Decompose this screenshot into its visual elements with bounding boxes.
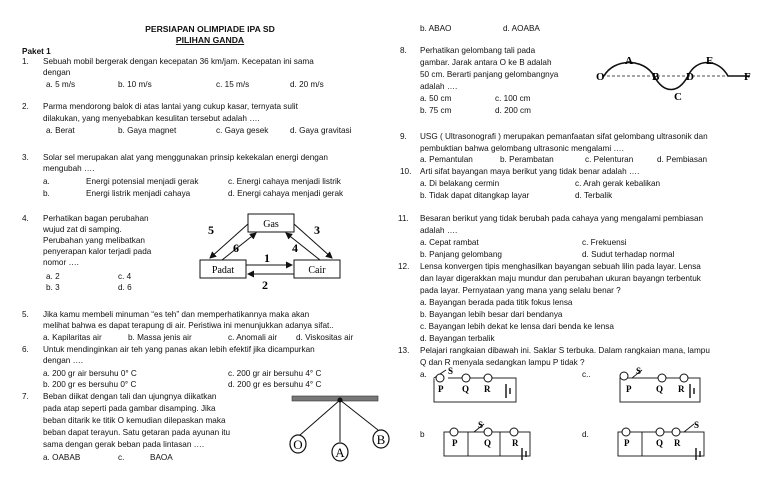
question-number: 9.: [400, 132, 407, 141]
lamp-q: [462, 374, 470, 382]
label-d: D: [686, 71, 694, 83]
option-a: a. Cepat rambat: [420, 238, 479, 247]
option-a: a. Pemantulan: [420, 155, 473, 164]
ceiling: [292, 396, 378, 401]
option-b: b. Massa jenis air: [128, 333, 192, 342]
option-a: a. Di belakang cermin: [420, 179, 500, 188]
number-5: 5: [208, 223, 214, 237]
question-text: dilakukan, yang menyebabkan kesulitan tersebut adalah ….: [43, 114, 260, 123]
label-a: A: [625, 55, 633, 67]
question-text: Arti sifat bayangan maya berikut yang tidak benar adalah ….: [420, 167, 640, 176]
option-c: c. Gaya gesek: [216, 126, 269, 135]
option-a: a. 5 m/s: [46, 80, 76, 89]
option-c-letter: c.: [118, 453, 125, 462]
option-b: b. Panjang gelombang: [420, 250, 502, 259]
question-text: beban ditarik ke titik O kemudian dilepaskan maka: [43, 416, 226, 425]
option-c: c. Bayangan lebih dekat ke lensa dari benda ke lensa: [420, 322, 614, 331]
question-text: USG ( Ultrasonografi ) merupakan pemanfaatan sifat gelombang ultrasonik dan: [420, 132, 708, 141]
number-3: 3: [314, 223, 320, 237]
label-r: R: [678, 384, 685, 394]
option-c: c. Energi cahaya menjadi listrik: [228, 177, 341, 186]
question-text: Besaran berikut yang tidak berubah pada cahaya yang mengalami pembiasan: [420, 214, 704, 223]
option-c: c. 4: [118, 272, 132, 281]
option-c: c..: [582, 370, 591, 379]
question-number: 4.: [22, 214, 29, 223]
number-6: 6: [233, 241, 239, 255]
question-text: 50 cm. Berarti panjang gelombangnya: [420, 70, 559, 79]
phase-change-diagram: [196, 208, 356, 298]
option-c: c. 200 gr air bersuhu 4° C: [228, 369, 322, 378]
circuit-d: [612, 420, 712, 462]
question-text: Parma mendorong balok di atas lantai yang cukup kasar, ternyata sulit: [43, 102, 298, 111]
circuit-c: [606, 366, 706, 406]
question-text: Untuk mendinginkan air teh yang panas akan lebih efektif jika dicampurkan: [43, 345, 315, 354]
question-text: Lensa konvergen tipis menghasilkan bayangan sebuah lilin pada layar. Lensa: [420, 262, 701, 271]
question-text: dengan ….: [43, 356, 84, 365]
cair-label: Cair: [308, 265, 326, 276]
option-d: d. 20 m/s: [290, 80, 324, 89]
question-text: adalah ….: [420, 226, 458, 235]
option-b: b. Gaya magnet: [118, 126, 177, 135]
paket-label: Paket 1: [22, 47, 51, 56]
option-d: d. Bayangan terbalik: [420, 334, 495, 343]
option-c: c. 15 m/s: [216, 80, 250, 89]
option-b: b. Tidak dapat ditangkap layar: [420, 191, 530, 200]
option-d: d. Gaya gravitasi: [290, 126, 352, 135]
circuit-a: [428, 366, 528, 406]
option-d: d. AOABA: [503, 24, 540, 33]
option-c: BAOA: [150, 453, 173, 462]
question-text: Beban diikat dengan tali dan ujungnya diikatkan: [43, 392, 217, 401]
string-o: [300, 400, 340, 435]
option-c: c. Pelenturan: [585, 155, 634, 164]
option-a: a. 50 cm: [420, 94, 452, 103]
page-title: PERSIAPAN OLIMPIADE IPA SD: [145, 24, 275, 34]
wave-diagram: [592, 52, 760, 106]
option-b: b. Bayangan lebih besar dari bendanya: [420, 310, 563, 319]
option-b: b. 3: [46, 283, 60, 292]
question-text: mengubah ….: [43, 164, 95, 173]
lamp-p: [436, 374, 444, 382]
label-f: F: [744, 71, 751, 83]
label-a: A: [335, 445, 345, 460]
label-p: P: [624, 438, 630, 448]
label-q: Q: [656, 438, 664, 448]
question-text: pada layar. Pernyataan yang mana yang selalu benar ?: [420, 286, 621, 295]
question-text: Sebuah mobil bergerak dengan kecepatan 36 km/jam. Kecepatan ini sama: [43, 57, 314, 66]
lamp-r: [510, 428, 518, 436]
option-b: b. ABAO: [420, 24, 452, 33]
option-b: Energi listrik menjadi cahaya: [86, 189, 191, 198]
question-text: Pelajari rangkaian dibawah ini. Saklar S terbuka. Dalam rangkaian mana, lampu: [420, 346, 710, 355]
label-s: S: [478, 420, 484, 430]
option-d: d. Energi cahaya menjadi gerak: [228, 189, 344, 198]
question-text: dengan: [43, 68, 71, 77]
question-number: 10.: [400, 167, 412, 176]
label-p: P: [438, 384, 444, 394]
option-c: c. Arah gerak kebalikan: [575, 179, 661, 188]
question-number: 2.: [22, 102, 29, 111]
label-b: B: [376, 432, 386, 447]
padat-label: Padat: [211, 265, 235, 276]
option-c: c. 100 cm: [495, 94, 531, 103]
question-text: pembuktian bahwa gelombang ultrasonic mengalami ….: [420, 144, 624, 153]
label-p: P: [626, 384, 632, 394]
label-r: R: [484, 384, 491, 394]
option-d: d. 6: [118, 283, 132, 292]
question-text: adalah ….: [420, 82, 458, 91]
label-s: S: [448, 366, 454, 376]
option-d: d. Pembiasan: [657, 155, 708, 164]
question-text: Q dan R menyala sedangkan lampu P tidak ?: [420, 358, 585, 367]
label-o: O: [596, 71, 605, 83]
label-e: E: [706, 55, 714, 67]
option-d: d.: [582, 430, 589, 439]
question-number: 8.: [400, 46, 407, 55]
question-text: dan layar digerakkan maju mundur dan perubahan ukuran bayangn terbentuk: [420, 274, 701, 283]
question-text: Perhatikan gelombang tali pada: [420, 46, 536, 55]
label-q: Q: [484, 438, 492, 448]
option-d: d. 200 gr es bersuhu 4° C: [228, 380, 322, 389]
label-r: R: [674, 438, 681, 448]
lamp-q: [658, 374, 666, 382]
question-number: 5.: [22, 310, 29, 319]
label-p: P: [452, 438, 458, 448]
option-a: a. OABAB: [43, 453, 81, 462]
arrow-6: [222, 233, 256, 260]
question-number: 7.: [22, 392, 29, 401]
option-b: b. 200 gr es bersuhu 0° C: [43, 380, 137, 389]
option-b: b. 75 cm: [420, 106, 452, 115]
label-c: C: [674, 91, 682, 103]
arrow-5: [210, 224, 248, 258]
lamp-p: [450, 428, 458, 436]
option-a: a. 200 gr air bersuhu 0° C: [43, 369, 137, 378]
number-4: 4: [292, 241, 298, 255]
string-b: [340, 400, 378, 430]
label-s: S: [636, 366, 642, 376]
question-text: nomor ….: [43, 258, 79, 267]
question-text: Jika kamu membeli minuman “es teh” dan memperhatikannya maka akan: [43, 310, 310, 319]
question-number: 13.: [398, 346, 410, 355]
label-b: B: [652, 71, 660, 83]
question-number: 1.: [22, 57, 29, 66]
option-a-letter: a.: [43, 177, 50, 186]
question-text: wujud zat di samping.: [43, 225, 122, 234]
option-d: d. 200 cm: [495, 106, 531, 115]
page-subtitle: PILIHAN GANDA: [175, 35, 245, 45]
lamp-r: [484, 374, 492, 382]
option-d: d. Terbalik: [575, 191, 613, 200]
circuit-b: [438, 420, 538, 462]
question-number: 3.: [22, 153, 29, 162]
question-text: Perhatikan bagan perubahan: [43, 214, 149, 223]
option-d: d. Viskositas air: [296, 333, 354, 342]
option-a: a. Kapilaritas air: [43, 333, 102, 342]
question-number: 6.: [22, 345, 29, 354]
label-s: S: [694, 420, 700, 430]
arrow-3: [294, 224, 332, 258]
option-a: a. 2: [46, 272, 60, 281]
question-number: 12.: [398, 262, 410, 271]
lamp-p: [620, 372, 628, 380]
option-b: b. Perambatan: [500, 155, 554, 164]
lamp-r: [680, 374, 688, 382]
option-a: a.: [420, 370, 427, 379]
option-c: c. Anomali air: [228, 333, 278, 342]
question-text: sama dengan gerak beban pada lintasan ….: [43, 440, 205, 449]
option-a: a. Berat: [46, 126, 75, 135]
label-q: Q: [462, 384, 470, 394]
option-c: c. Frekuensi: [582, 238, 627, 247]
number-1: 1: [264, 251, 270, 265]
question-text: Perubahan yang melibatkan: [43, 236, 145, 245]
pendulum-diagram: [268, 392, 398, 470]
switch-s: [684, 424, 694, 432]
label-q: Q: [656, 384, 664, 394]
lamp-p: [622, 428, 630, 436]
gas-label: Gas: [263, 219, 279, 230]
lamp-q: [484, 428, 492, 436]
option-a: a. Bayangan berada pada titik fokus lensa: [420, 298, 573, 307]
number-2: 2: [262, 278, 268, 292]
question-text: pada atap seperti pada gambar disamping. Jika: [43, 404, 216, 413]
label-o: O: [293, 437, 303, 452]
option-b-letter: b.: [43, 189, 50, 198]
question-text: beban dapat terayun. Satu getaran pada ayunan itu: [43, 428, 231, 437]
lamp-q: [656, 428, 664, 436]
option-b: b. 10 m/s: [118, 80, 152, 89]
lamp-r: [672, 428, 680, 436]
option-d: d. Sudut terhadap normal: [582, 250, 675, 259]
question-text: Solar sel merupakan alat yang menggunakan prinsip kekekalan energi dengan: [43, 153, 328, 162]
question-text: penyerapan kalor terjadi pada: [43, 247, 152, 256]
label-r: R: [512, 438, 519, 448]
question-number: 11.: [398, 214, 409, 223]
question-text: gambar. Jarak antara O ke B adalah: [420, 58, 552, 67]
option-b: b: [420, 430, 425, 439]
option-a: Energi potensial menjadi gerak: [86, 177, 199, 186]
question-text: melihat bahwa es dapat terapung di air. Peristiwa ini menunjukkan adanya sifat..: [43, 321, 334, 330]
